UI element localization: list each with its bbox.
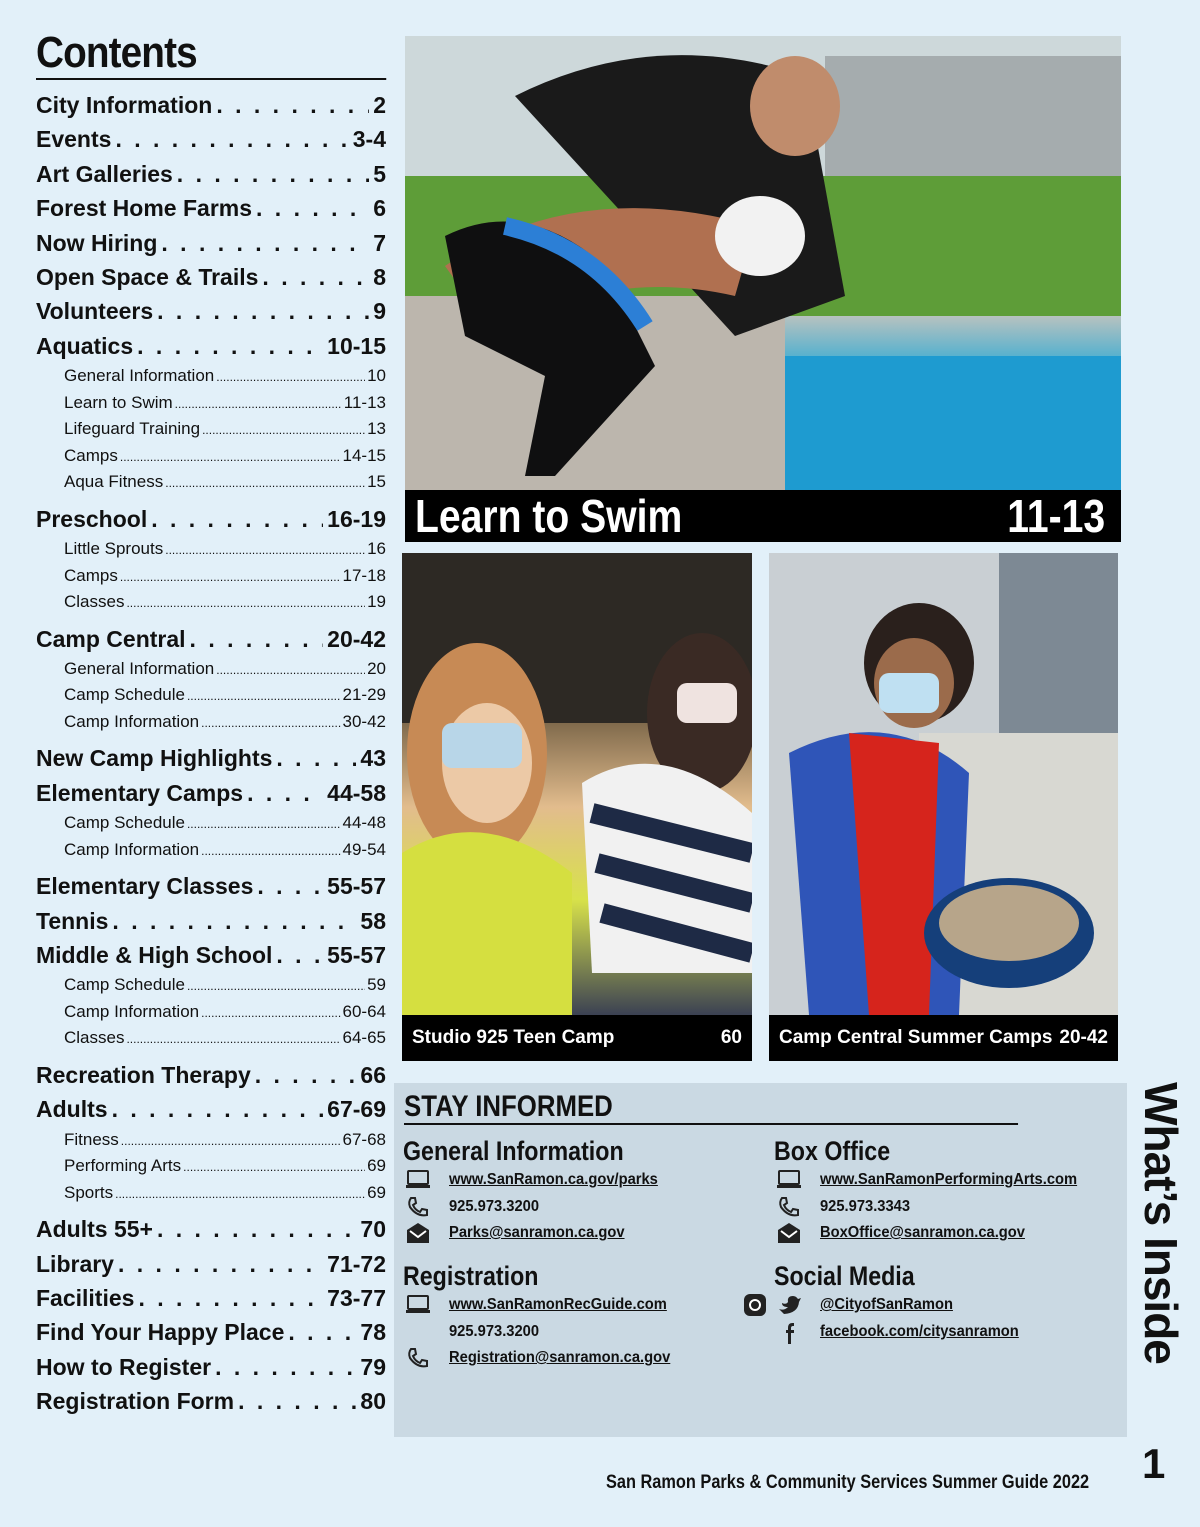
leader-dots [201, 710, 340, 736]
toc-entry-pages: 3-4 [352, 126, 386, 153]
toc-subentry-label: Fitness [64, 1129, 119, 1149]
toc-subentry-pages: 60-64 [342, 1001, 386, 1021]
parks-email-link[interactable]: Parks@sanramon.ca.gov [449, 1224, 625, 1242]
toc-entry [36, 1315, 386, 1349]
leader-dots [288, 1315, 356, 1349]
parks-phone: 925.973.3200 [449, 1197, 540, 1215]
toc-subentry-label: Camps [64, 565, 118, 585]
toc-subentry [36, 563, 386, 590]
toc-entry [36, 1212, 386, 1246]
toc-entry-pages: 73-77 [327, 1284, 386, 1311]
toc-entry-label: Registration Form [36, 1388, 235, 1415]
leader-dots [216, 88, 369, 122]
toc-entry-pages: 70 [360, 1216, 386, 1243]
learn-to-swim-banner [405, 490, 1121, 542]
laptop-icon [403, 1293, 433, 1317]
toc-entry-pages: 55-57 [327, 873, 386, 900]
stay-informed-title: STAY INFORMED [404, 1091, 1018, 1125]
leader-dots [165, 470, 365, 496]
contents-title: Contents [36, 30, 386, 80]
toc-subentry-pages: 13 [367, 419, 386, 439]
toc-entry-pages: 66 [360, 1061, 386, 1088]
toc-entry [36, 1058, 386, 1092]
toc-entry-pages: 5 [373, 160, 386, 187]
box-office-phone: 925.973.3343 [820, 1197, 911, 1215]
social-media-group [774, 1260, 1036, 1345]
leader-dots [201, 838, 340, 864]
leader-dots [215, 1350, 356, 1384]
toc-entry-label: Elementary Classes [36, 873, 254, 900]
toc-subentry-label: General Information [64, 658, 215, 678]
toc-entry [36, 904, 386, 938]
toc-entry-pages: 80 [360, 1388, 386, 1415]
leader-dots [165, 537, 365, 563]
leader-dots [138, 1281, 323, 1315]
leader-dots [126, 1026, 340, 1052]
box-office-website-link[interactable]: www.SanRamonPerformingArts.com [820, 1171, 1078, 1189]
learn-to-swim-photo [405, 36, 1121, 490]
learn-to-swim-title: Learn to Swim [415, 490, 683, 542]
toc-entry-label: Open Space & Trails [36, 263, 259, 290]
leader-dots [187, 811, 341, 837]
leader-dots [137, 329, 323, 363]
toc-entry-label: Adults 55+ [36, 1216, 153, 1243]
toc-subentry-label: Camp Schedule [64, 975, 185, 995]
leader-dots [201, 1000, 340, 1026]
toc-entry-pages: 58 [360, 907, 386, 934]
toc-entry [36, 191, 386, 225]
leader-dots [157, 294, 369, 328]
table-of-contents [36, 30, 386, 1418]
leader-dots [161, 226, 369, 260]
leader-dots [256, 191, 369, 225]
toc-entry-label: Preschool [36, 505, 148, 532]
leader-dots [120, 564, 341, 590]
toc-entry-pages: 71-72 [327, 1250, 386, 1277]
leader-dots [183, 1154, 365, 1180]
toc-entry-pages: 9 [373, 298, 386, 325]
toc-subentry [36, 1180, 386, 1207]
phone-icon [774, 1195, 804, 1219]
laptop-icon [403, 1168, 433, 1192]
toc-entry-pages: 8 [373, 263, 386, 290]
toc-entry-pages: 79 [360, 1353, 386, 1380]
leader-dots [216, 364, 365, 390]
leader-dots [112, 904, 356, 938]
toc-subentry-label: Lifeguard Training [64, 419, 201, 439]
toc-entry-label: Art Galleries [36, 160, 173, 187]
toc-subentry-label: Camp Schedule [64, 813, 185, 833]
registration-group [403, 1260, 690, 1372]
registration-heading: Registration [403, 1261, 539, 1291]
box-office-group [774, 1135, 1099, 1247]
leader-dots [187, 683, 341, 709]
toc-entry [36, 869, 386, 903]
camp-central-pages: 20-42 [1059, 1027, 1108, 1048]
toc-entry-label: Middle & High School [36, 941, 273, 968]
toc-entry-label: Volunteers [36, 298, 154, 325]
toc-entry [36, 1350, 386, 1384]
toc-entry [36, 157, 386, 191]
toc-entry-label: City Information [36, 92, 213, 118]
toc-subentry [36, 536, 386, 563]
toc-subentry-pages: 17-18 [342, 565, 386, 585]
toc-subentry-pages: 19 [367, 592, 386, 612]
toc-entry-pages: 44-58 [327, 779, 386, 806]
leader-dots [157, 1212, 356, 1246]
toc-entry-pages: 55-57 [327, 941, 386, 968]
toc-entry-label: New Camp Highlights [36, 745, 273, 772]
toc-entry [36, 741, 386, 775]
toc-subentry-label: Camp Information [64, 1001, 200, 1021]
leader-dots [262, 260, 369, 294]
toc-subentry-label: Learn to Swim [64, 392, 173, 412]
leader-dots [115, 122, 348, 156]
instagram-icon[interactable] [740, 1293, 770, 1317]
twitter-icon[interactable] [774, 1293, 804, 1317]
toc-subentry-pages: 64-65 [342, 1028, 386, 1048]
toc-entry-label: Find Your Happy Place [36, 1319, 285, 1346]
toc-entry-label: Camp Central [36, 625, 186, 652]
teen-camp-caption [402, 1015, 752, 1061]
toc-entry-label: Tennis [36, 907, 109, 934]
toc-subentry [36, 682, 386, 709]
toc-subentry [36, 656, 386, 683]
toc-subentry [36, 837, 386, 864]
toc-entry [36, 938, 386, 972]
toc-subentry-label: Camp Information [64, 711, 200, 731]
toc-entry [36, 226, 386, 260]
toc-subentry [36, 443, 386, 470]
camp-central-title: Camp Central Summer Camps [779, 1027, 1053, 1048]
toc-subentry-pages: 69 [367, 1156, 386, 1176]
toc-entry-label: Adults [36, 1096, 108, 1123]
mail-icon [774, 1221, 804, 1245]
leader-dots [187, 973, 365, 999]
phone-icon [403, 1195, 433, 1219]
toc-entry [36, 260, 386, 294]
toc-entry [36, 294, 386, 328]
toc-entry-label: Forest Home Farms [36, 195, 253, 222]
leader-dots [257, 869, 323, 903]
social-handle-link[interactable]: @CityofSanRamon [820, 1296, 953, 1314]
toc-entry-pages: 20-42 [327, 625, 386, 652]
toc-entry-pages: 16-19 [327, 505, 386, 532]
toc-entry-label: How to Register [36, 1353, 212, 1380]
toc-entry [36, 622, 386, 656]
toc-entry-label: Facilities [36, 1284, 135, 1311]
leader-dots [238, 1384, 356, 1418]
toc-subentry-label: Sports [64, 1182, 114, 1202]
page-number: 1 [1142, 1440, 1166, 1487]
toc-subentry-pages: 59 [367, 975, 386, 995]
laptop-icon [774, 1168, 804, 1192]
toc-subentry-pages: 20 [367, 658, 386, 678]
toc-entry [36, 1281, 386, 1315]
toc-entry-label: Events [36, 126, 112, 153]
toc-subentry-label: General Information [64, 366, 215, 386]
camp-central-photo [769, 553, 1118, 1015]
leader-dots [151, 502, 323, 536]
toc-list [36, 88, 386, 1418]
toc-subentry-pages: 11-13 [343, 392, 386, 412]
leader-dots [120, 444, 341, 470]
footer-text: San Ramon Parks & Community Services Summer Guide 2022 [606, 1472, 1090, 1493]
toc-subentry [36, 1127, 386, 1154]
toc-entry [36, 1384, 386, 1418]
toc-entry [36, 776, 386, 810]
toc-subentry [36, 390, 386, 417]
registration-website-link[interactable]: www.SanRamonRecGuide.com [449, 1296, 667, 1314]
toc-subentry-pages: 49-54 [342, 839, 386, 859]
toc-entry-pages: 10-15 [327, 332, 386, 359]
toc-entry [36, 1247, 386, 1281]
leader-dots [247, 776, 323, 810]
leader-dots [190, 622, 324, 656]
leader-dots [175, 391, 342, 417]
toc-subentry-pages: 69 [367, 1182, 386, 1202]
toc-subentry [36, 416, 386, 443]
leader-dots [112, 1092, 324, 1126]
toc-subentry-pages: 30-42 [342, 711, 386, 731]
leader-dots [276, 741, 356, 775]
toc-subentry-pages: 10 [367, 366, 386, 386]
registration-phone: 925.973.3200 [449, 1322, 540, 1340]
toc-subentry-label: Aqua Fitness [64, 472, 164, 492]
toc-subentry-label: Camps [64, 445, 118, 465]
teen-camp-photo [402, 553, 752, 1015]
toc-subentry-pages: 14-15 [342, 445, 386, 465]
facebook-icon[interactable] [774, 1320, 804, 1344]
toc-subentry-pages: 16 [367, 539, 386, 559]
toc-subentry-pages: 15 [367, 472, 386, 492]
toc-subentry [36, 972, 386, 999]
box-office-heading: Box Office [774, 1136, 891, 1166]
toc-subentry [36, 1153, 386, 1180]
general-information-heading: General Information [403, 1136, 624, 1166]
general-information-group [403, 1135, 676, 1247]
toc-entry [36, 1092, 386, 1126]
mail-icon [403, 1221, 433, 1245]
toc-entry-pages: 67-69 [327, 1096, 386, 1123]
toc-entry-label: Elementary Camps [36, 779, 244, 806]
toc-subentry [36, 589, 386, 616]
toc-entry-pages: 78 [360, 1319, 386, 1346]
toc-entry-label: Recreation Therapy [36, 1061, 251, 1088]
toc-subentry [36, 1025, 386, 1052]
toc-entry-pages: 43 [360, 745, 386, 772]
toc-entry-label: Aquatics [36, 332, 134, 359]
facebook-link[interactable]: facebook.com/citysanramon [820, 1322, 1019, 1340]
toc-subentry-pages: 44-48 [342, 813, 386, 833]
toc-subentry-pages: 21-29 [342, 685, 386, 705]
toc-subentry-label: Little Sprouts [64, 539, 164, 559]
leader-dots [177, 157, 369, 191]
toc-subentry [36, 810, 386, 837]
leader-dots [118, 1247, 323, 1281]
toc-entry-pages: 6 [373, 195, 386, 222]
leader-dots [115, 1181, 365, 1207]
toc-entry-pages: 2 [373, 92, 386, 118]
toc-subentry-label: Performing Arts [64, 1156, 182, 1176]
toc-subentry-label: Classes [64, 1028, 125, 1048]
toc-subentry [36, 709, 386, 736]
leader-dots [121, 1128, 341, 1154]
learn-to-swim-pages: 11-13 [1007, 490, 1105, 542]
leader-dots [255, 1058, 357, 1092]
toc-entry-label: Now Hiring [36, 229, 158, 256]
toc-subentry-label: Classes [64, 592, 125, 612]
toc-entry-label: Library [36, 1250, 114, 1277]
toc-entry-pages: 7 [373, 229, 386, 256]
leader-dots [126, 590, 365, 616]
teen-camp-pages: 60 [720, 1027, 742, 1048]
toc-subentry [36, 999, 386, 1026]
leader-dots [202, 417, 365, 443]
toc-subentry-label: Camp Schedule [64, 685, 185, 705]
stay-informed-panel [394, 1083, 1127, 1437]
box-office-email-link[interactable]: BoxOffice@sanramon.ca.gov [820, 1224, 1025, 1242]
camp-central-caption [769, 1015, 1118, 1061]
teen-camp-title: Studio 925 Teen Camp [412, 1027, 615, 1048]
leader-dots [216, 657, 365, 683]
toc-subentry-pages: 67-68 [342, 1129, 386, 1149]
parks-website-link[interactable]: www.SanRamon.ca.gov/parks [449, 1171, 658, 1189]
social-media-heading: Social Media [774, 1261, 915, 1291]
toc-entry [36, 88, 386, 122]
registration-email-link[interactable]: Registration@sanramon.ca.gov [449, 1349, 671, 1367]
toc-entry [36, 122, 386, 156]
toc-entry [36, 502, 386, 536]
toc-subentry [36, 363, 386, 390]
whats-inside-label: What’s Inside [1135, 1082, 1187, 1364]
phone-icon [403, 1346, 433, 1370]
toc-subentry [36, 469, 386, 496]
leader-dots [276, 938, 323, 972]
toc-subentry-label: Camp Information [64, 839, 200, 859]
toc-entry [36, 329, 386, 363]
